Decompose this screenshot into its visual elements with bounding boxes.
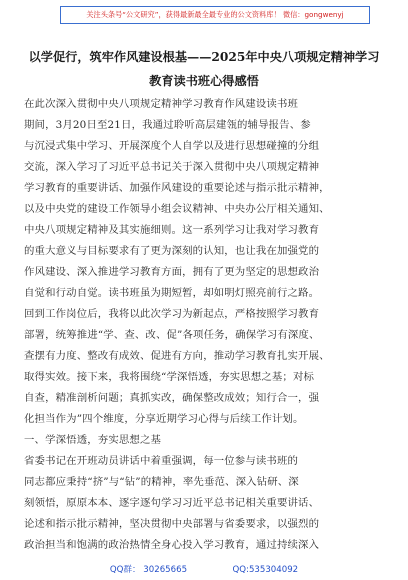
header-banner bbox=[60, 6, 370, 24]
body-line: 在此次深入贯彻中央八项规定精神学习教育作风建设读书班 bbox=[24, 98, 299, 110]
body-line: 期间，3月20日至21日，我通过聆听高层建瓴的辅导报告、参 bbox=[24, 119, 311, 131]
body-line: 论述和指示批示精神，坚决贯彻中央部署与省委要求，以强烈的 bbox=[24, 518, 320, 530]
body-line: 回到工作岗位后，我将以此次学习为新起点，严格按照学习教育 bbox=[24, 308, 320, 320]
footer-qq-group: QQ群： 30265665 bbox=[109, 565, 188, 575]
body-line: 作风建设、深入推进学习教育方面，拥有了更为坚定的思想政治 bbox=[24, 266, 320, 278]
body-line: 省委书记在开班动员讲话中着重强调，每一位参与读书班的 bbox=[24, 455, 299, 467]
body-line: 刻领悟，原原本本、逐字逐句学习习近平总书记相关重要讲话、 bbox=[24, 497, 320, 509]
body-line: 部署，统筹推进“学、查、改、促”各项任务，确保学习有深度、 bbox=[24, 329, 320, 341]
body-line: 查摆有力度、整改有成效、促进有方向，推动学习教育扎实开展、 bbox=[24, 350, 330, 362]
body-line: 取得实效。接下来，我将围绕“学深悟透，夯实思想之基；对标 bbox=[24, 371, 315, 383]
section-heading: 一、学深悟透，夯实思想之基 bbox=[24, 434, 162, 446]
body-line: 同志都应秉持“挤”与“钻”的精神，率先垂范、深入钻研、深 bbox=[24, 476, 299, 488]
footer-qq: QQ:535304092 bbox=[232, 565, 299, 575]
banner-text: 关注头条号“公文研究”，获得最新最全最专业的公文资料库！ 微信：gongwenyj bbox=[86, 10, 344, 19]
body-line: 学习教育的重要讲话、加强作风建设的重要论述与指示批示精神， bbox=[24, 182, 330, 194]
footer-contact bbox=[0, 560, 408, 580]
body-line: 化担当作为”四个维度，分享近期学习心得与后续工作计划。 bbox=[24, 413, 304, 425]
body-line: 交流，深入学习了习近平总书记关于深入贯彻中央八项规定精神 bbox=[24, 161, 320, 173]
body-line: 中央八项规定精神及其实施细则。这一系列学习让我对学习教育 bbox=[24, 224, 320, 236]
body-line: 政治担当和饱满的政治热情全身心投入学习教育，通过持续深入 bbox=[24, 539, 320, 551]
body-line: 自查，精准剖析问题；真抓实改，确保整改成效；知行合一，强 bbox=[24, 392, 320, 404]
document-title-line-2: 教育读书班心得感悟 bbox=[149, 74, 259, 88]
document-title-line-1: 以学促行，筑牢作风建设根基——2025年中央八项规定精神学习 bbox=[28, 50, 380, 64]
body-line: 自觉和行动自觉。读书班虽为期短暂，却如明灯照亮前行之路。 bbox=[24, 287, 320, 299]
body-line: 与沉浸式集中学习、开展深度个人自学以及进行思想碰撞的分组 bbox=[24, 140, 320, 152]
body-line: 的重大意义与目标要求有了更为深刻的认知，也让我在加强党的 bbox=[24, 245, 320, 257]
body-line: 以及中央党的建设工作领导小组会议精神、中央办公厅相关通知、 bbox=[24, 203, 330, 215]
